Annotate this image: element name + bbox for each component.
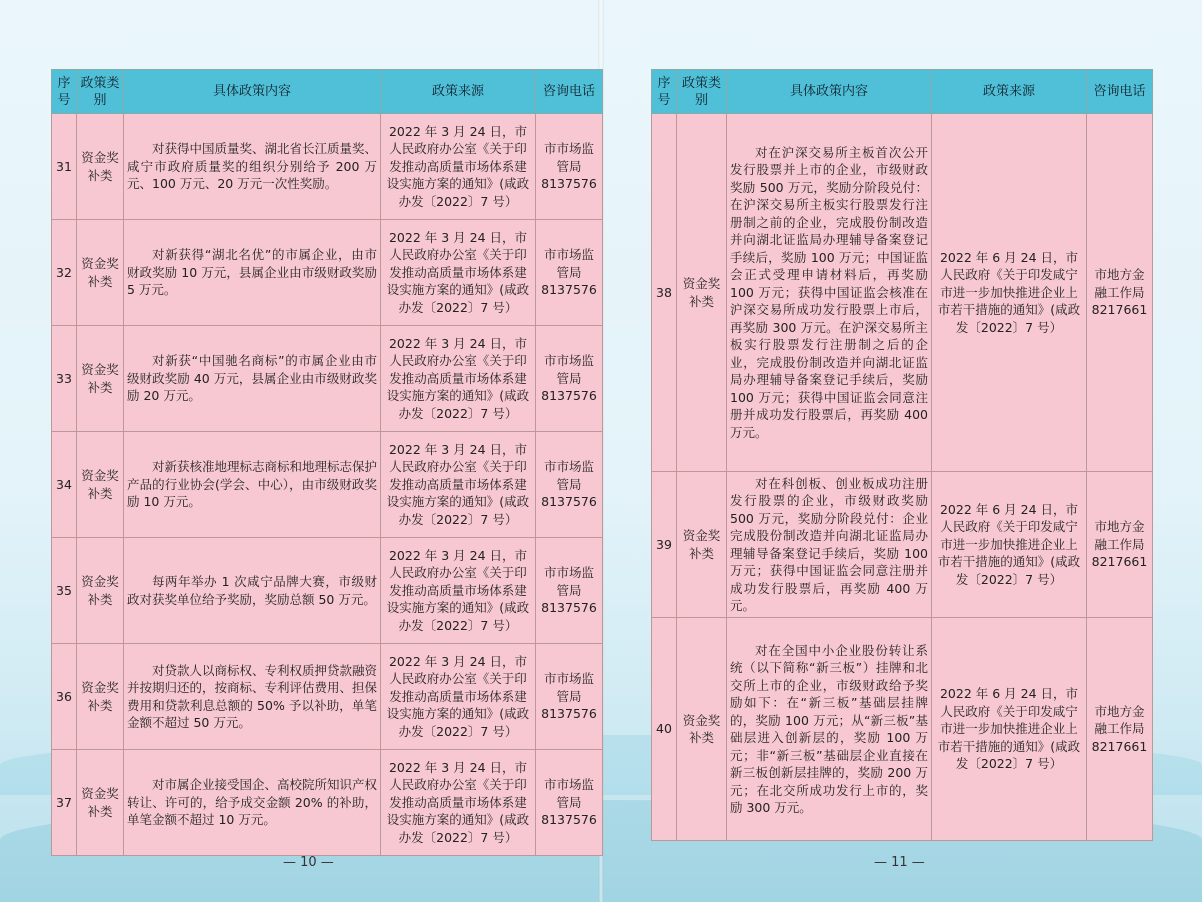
row-category: 资金奖补类 [77,432,124,538]
table-row [52,644,603,750]
row-num: 33 [52,326,77,432]
row-num: 37 [52,750,77,856]
row-category: 资金奖补类 [77,538,124,644]
row-content-text: 对新获得“湖北名优”的市属企业，由市财政奖励 10 万元，县属企业由市级财政奖励 5 万元。 [127,247,377,298]
row-phone: 市市场监管局 8137576 [536,432,603,538]
header-phone: 咨询电话 [536,70,603,114]
row-content [727,114,932,472]
row-phone: 市市场监管局 8137576 [536,114,603,220]
table-row [52,326,603,432]
table-header-row [652,70,1153,114]
row-category: 资金奖补类 [77,750,124,856]
row-source: 2022 年 3 月 24 日，市人民政府办公室《关于印发推动高质量市场体系建设实施方案的通知》(咸政办发〔2022〕7 号） [381,432,536,538]
row-phone: 市市场监管局 8137576 [536,220,603,326]
table-header-row [52,70,603,114]
row-content-text: 对在全国中小企业股份转让系统（以下简称“新三板”）挂牌和北交所上市的企业，市级财政给予奖励如下：在“新三板”基础层挂牌的，奖励 100 万元；从“新三板”基础层进入创新层的，奖励 100 万元；非“新三板”基础层企业直接在新三板创新层挂牌的，奖励 200 万元；在北交所成功发行上市的，奖励 300 万元。 [730,642,928,815]
row-phone: 市市场监管局 8137576 [536,538,603,644]
header-num: 序号 [52,70,77,114]
row-source: 2022 年 3 月 24 日，市人民政府办公室《关于印发推动高质量市场体系建设实施方案的通知》(咸政办发〔2022〕7 号） [381,750,536,856]
header-category: 政策类别 [77,70,124,114]
row-content-text: 对在科创板、创业板成功注册发行股票的企业，市级财政奖励 500 万元，奖励分阶段兑付：企业完成股份制改造并向湖北证监局办理辅导备案登记手续后，奖励 100 万元；获得中国证监会同意注册并成功发行股票后，再奖励 400 万元。 [730,475,928,613]
row-source: 2022 年 3 月 24 日，市人民政府办公室《关于印发推动高质量市场体系建设实施方案的通知》(咸政办发〔2022〕7 号） [381,644,536,750]
row-content [124,644,381,750]
table-row [652,472,1153,618]
row-source: 2022 年 3 月 24 日，市人民政府办公室《关于印发推动高质量市场体系建设实施方案的通知》(咸政办发〔2022〕7 号） [381,114,536,220]
row-category: 资金奖补类 [77,644,124,750]
page-number-left: — 10 — [283,855,334,870]
row-phone: 市市场监管局 8137576 [536,750,603,856]
policy-table-left [51,69,603,856]
table-row [652,618,1153,841]
table-row [52,750,603,856]
row-source: 2022 年 3 月 24 日，市人民政府办公室《关于印发推动高质量市场体系建设实施方案的通知》(咸政办发〔2022〕7 号） [381,538,536,644]
row-content-text: 每两年举办 1 次咸宁品牌大赛，市级财政对获奖单位给予奖励，奖励总额 50 万元。 [127,574,377,607]
row-content-text: 对新获“中国驰名商标”的市属企业由市级财政奖励 40 万元，县属企业由市级财政奖励 20 万元。 [127,353,377,404]
header-content: 具体政策内容 [727,70,932,114]
header-num: 序号 [652,70,677,114]
row-num: 35 [52,538,77,644]
row-category: 资金奖补类 [677,114,727,472]
row-content [124,326,381,432]
row-content-text: 对在沪深交易所主板首次公开发行股票并上市的企业，市级财政奖励 500 万元，奖励分阶段兑付：在沪深交易所主板实行股票发行注册制之前的企业，完成股份制改造并向湖北证监局办理辅导备案登记手续后，奖励 100 万元；中国证监会正式受理申请材料后，再奖励 100 万元；获得中国证监会核准在沪深交易所成功发行股票上市后，再奖励 300 万元。在沪深交易所主板实行股票发行注册制之后的企业，完成股份制改造并向湖北证监局办理辅导备案登记手续后，奖励 100 万元；获得中国证监会同意注册并成功发行股票后，再奖励 400 万元。 [730,144,928,440]
row-content [124,432,381,538]
row-content [124,114,381,220]
row-content [727,618,932,841]
table-row [52,220,603,326]
row-phone: 市地方金融工作局 8217661 [1087,472,1153,618]
row-source: 2022 年 6 月 24 日，市人民政府《关于印发咸宁市进一步加快推进企业上市若干措施的通知》(咸政发〔2022〕7 号） [932,114,1087,472]
row-num: 38 [652,114,677,472]
row-category: 资金奖补类 [677,472,727,618]
row-num: 39 [652,472,677,618]
row-content [727,472,932,618]
table-row [652,114,1153,472]
row-num: 31 [52,114,77,220]
row-category: 资金奖补类 [77,326,124,432]
row-source: 2022 年 6 月 24 日，市人民政府《关于印发咸宁市进一步加快推进企业上市若干措施的通知》(咸政发〔2022〕7 号） [932,618,1087,841]
row-content-text: 对贷款人以商标权、专利权质押贷款融资并按期归还的，按商标、专利评估费用、担保费用和贷款利息总额的 50% 予以补助，单笔金额不超过 50 万元。 [127,662,378,730]
row-category: 资金奖补类 [77,114,124,220]
row-phone: 市市场监管局 8137576 [536,326,603,432]
row-content-text: 对获得中国质量奖、湖北省长江质量奖、咸宁市政府质量奖的组织分别给予 200 万元、100 万元、20 万元一次性奖励。 [127,141,378,192]
row-num: 40 [652,618,677,841]
row-num: 36 [52,644,77,750]
row-content [124,538,381,644]
row-source: 2022 年 3 月 24 日，市人民政府办公室《关于印发推动高质量市场体系建设实施方案的通知》(咸政办发〔2022〕7 号） [381,326,536,432]
row-category: 资金奖补类 [677,618,727,841]
row-phone: 市市场监管局 8137576 [536,644,603,750]
row-phone: 市地方金融工作局 8217661 [1087,618,1153,841]
row-content [124,220,381,326]
header-phone: 咨询电话 [1087,70,1153,114]
header-source: 政策来源 [932,70,1087,114]
row-num: 32 [52,220,77,326]
row-content [124,750,381,856]
table-row [52,114,603,220]
table-row [52,432,603,538]
row-source: 2022 年 3 月 24 日，市人民政府办公室《关于印发推动高质量市场体系建设实施方案的通知》(咸政办发〔2022〕7 号） [381,220,536,326]
row-content-text: 对新获核准地理标志商标和地理标志保护产品的行业协会(学会、中心），由市级财政奖励 10 万元。 [127,459,378,510]
row-content-text: 对市属企业接受国企、高校院所知识产权转让、许可的，给予成交金额 20% 的补助，单笔金额不超过 10 万元。 [127,777,378,828]
row-category: 资金奖补类 [77,220,124,326]
header-source: 政策来源 [381,70,536,114]
page-number-right: — 11 — [874,855,925,870]
header-content: 具体政策内容 [124,70,381,114]
header-category: 政策类别 [677,70,727,114]
row-phone: 市地方金融工作局 8217661 [1087,114,1153,472]
row-num: 34 [52,432,77,538]
table-row [52,538,603,644]
policy-table-right [651,69,1153,841]
row-source: 2022 年 6 月 24 日，市人民政府《关于印发咸宁市进一步加快推进企业上市若干措施的通知》(咸政发〔2022〕7 号） [932,472,1087,618]
